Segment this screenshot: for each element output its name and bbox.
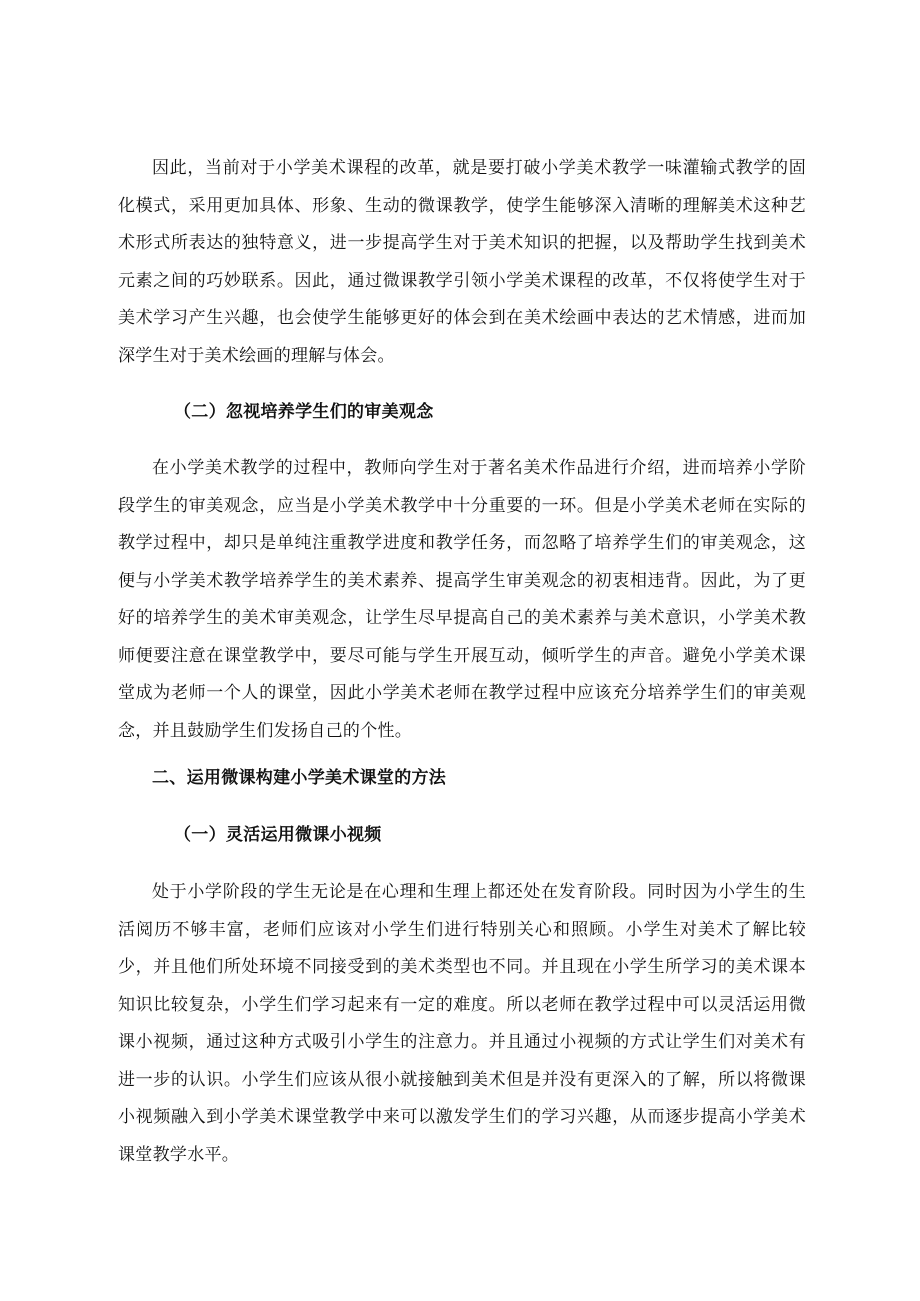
section-heading-methods: 二、运用微课构建小学美术课堂的方法 bbox=[152, 768, 447, 788]
subheading-aesthetic-concept: （二）忽视培养学生们的审美观念 bbox=[174, 402, 434, 422]
subheading-micro-video: （一）灵活运用微课小视频 bbox=[174, 825, 382, 845]
paragraph-curriculum-reform: 因此，当前对于小学美术课程的改革，就是要打破小学美术教学一味灌输式教学的固化模式，采用更加具体、形象、生动的微课教学，使学生能够深入清晰的理解美术这种艺术形式所表达的独特意义，进一步提高学生对于美术知识的把握，以及帮助学生找到美术元素之间的巧妙联系。因此，通过微课教学引领小学美术课程的改革，不仅将使学生对于美术学习产生兴趣，也会使学生能够更好的体会到在美术绘画中表达的艺术情感，进而加深学生对于美术绘画的理解与体会。 bbox=[118, 158, 806, 366]
paragraph-micro-video: 处于小学阶段的学生无论是在心理和生理上都还处在发育阶段。同时因为小学生的生活阅历不够丰富，老师们应该对小学生们进行特别关心和照顾。小学生对美术了解比较少，并且他们所处环境不同接受到的美术类型也不同。并且现在小学生所学习的美术课本知识比较复杂，小学生们学习起来有一定的难度。所以老师在教学过程中可以灵活运用微课小视频，通过这种方式吸引小学生的注意力。并且通过小视频的方式让学生们对美术有进一步的认识。小学生们应该从很小就接触到美术但是并没有更深入的了解，所以将微课小视频融入到小学美术课堂教学中来可以激发学生们的学习兴趣，从而逐步提高小学美术课堂教学水平。 bbox=[118, 882, 806, 1165]
paragraph-aesthetic-concept: 在小学美术教学的过程中，教师向学生对于著名美术作品进行介绍，进而培养小学阶段学生的审美观念，应当是小学美术教学中十分重要的一环。但是小学美术老师在实际的教学过程中，却只是单纯注重教学进度和教学任务，而忽略了培养学生们的审美观念，这便与小学美术教学培养学生的美术素养、提高学生审美观念的初衷相违背。因此，为了更好的培养学生的美术审美观念，让学生尽早提高自己的美术素养与美术意识，小学美术教师便要注意在课堂教学中，要尽可能与学生开展互动，倾听学生的声音。避免小学美术课堂成为老师一个人的课堂，因此小学美术老师在教学过程中应该充分培养学生们的审美观念，并且鼓励学生们发扬自己的个性。 bbox=[118, 458, 806, 741]
